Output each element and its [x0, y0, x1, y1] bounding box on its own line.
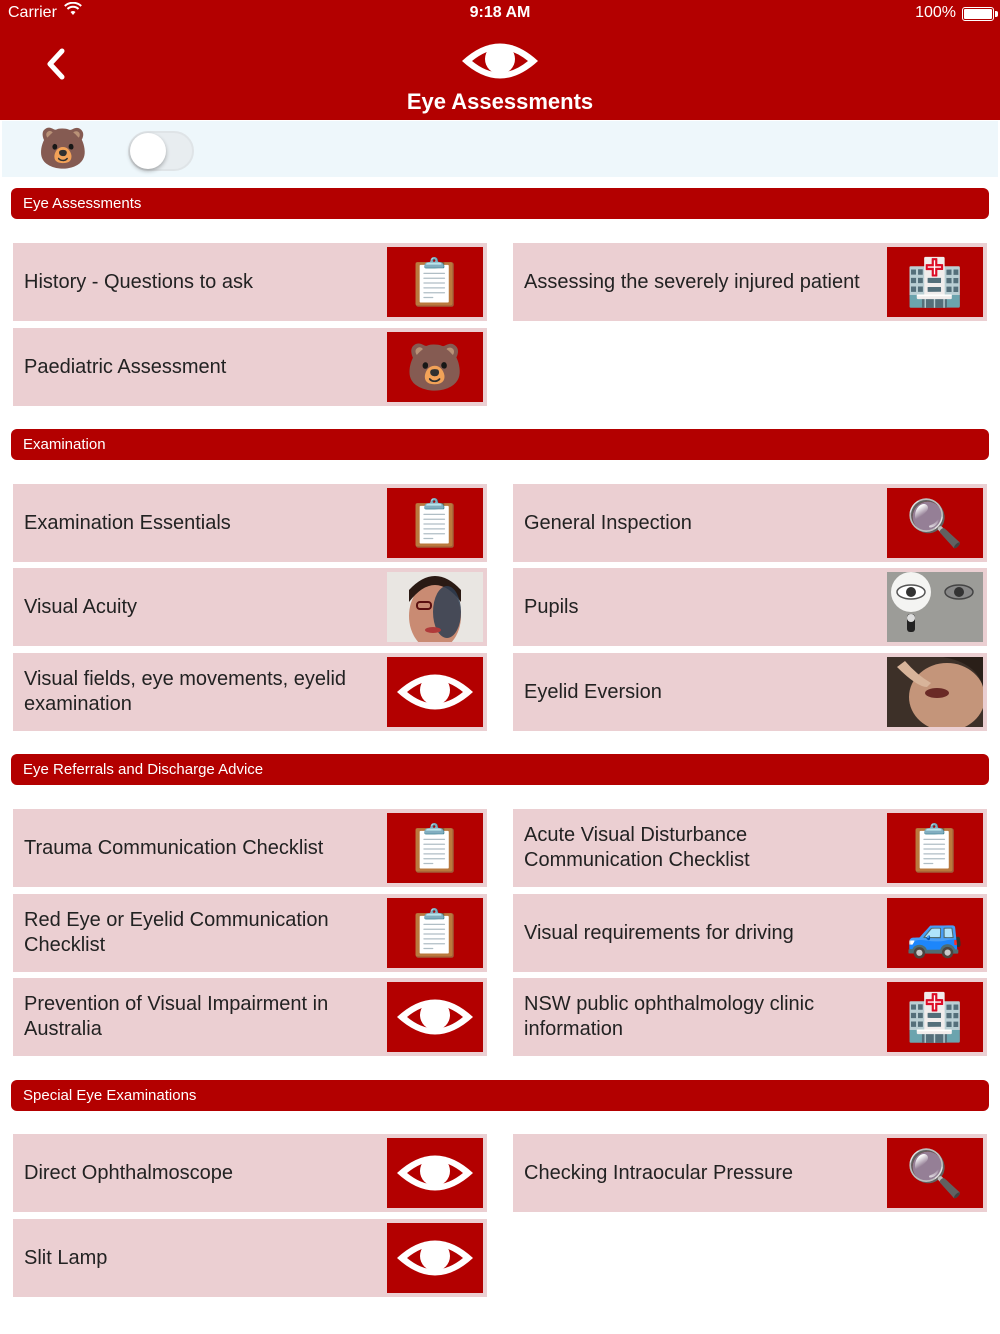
face-photo-icon — [387, 572, 483, 642]
item-label: Slit Lamp — [24, 1246, 108, 1269]
bear-icon: 🐻 — [38, 127, 88, 171]
eye-icon — [387, 1138, 483, 1208]
section-header-special-exams: Special Eye Examinations — [11, 1080, 989, 1111]
magnifier-icon: 🔍 — [887, 1138, 983, 1208]
item-label: Visual fields, eye movements, eyelid examination — [24, 668, 347, 715]
list-item-nsw-clinic-info[interactable] — [513, 978, 987, 1056]
eye-icon — [458, 34, 542, 88]
item-label: Checking Intraocular Pressure — [524, 1161, 794, 1184]
list-item-trauma-checklist[interactable] — [13, 809, 487, 887]
list-item-pupils[interactable] — [513, 568, 987, 646]
section-header-eye-assessments: Eye Assessments — [11, 188, 989, 219]
item-label: Prevention of Visual Impairment in Australia — [24, 993, 329, 1040]
bear-icon: 🐻 — [387, 332, 483, 402]
carrier-label: Carrier — [8, 4, 57, 21]
item-label: Visual Acuity — [24, 595, 138, 618]
item-label: Trauma Communication Checklist — [24, 836, 324, 859]
car-icon: 🚙 — [887, 898, 983, 968]
list-item-examination-essentials[interactable] — [13, 484, 487, 562]
battery-icon — [962, 7, 994, 21]
clipboard-icon: 📋 — [387, 247, 483, 317]
status-time: 9:18 AM — [469, 4, 531, 21]
hospital-icon: 🏥 — [887, 247, 983, 317]
list-item-visual-fields[interactable] — [13, 653, 487, 731]
chevron-left-icon — [45, 48, 67, 80]
list-item-eyelid-eversion[interactable] — [513, 653, 987, 731]
list-item-driving-requirements[interactable] — [513, 894, 987, 972]
eye-icon — [387, 1223, 483, 1293]
magnifier-icon: 🔍 — [887, 488, 983, 558]
status-bar — [0, 4, 1000, 26]
item-label: Eyelid Eversion — [524, 680, 662, 703]
eye-icon — [387, 982, 483, 1052]
list-item-paediatric[interactable] — [13, 328, 487, 406]
list-item-prevention-visual-impairment[interactable] — [13, 978, 487, 1056]
battery-percent: 100% — [915, 4, 956, 21]
item-label: Paediatric Assessment — [24, 355, 227, 378]
list-item-direct-ophthalmoscope[interactable] — [13, 1134, 487, 1212]
eyelid-photo-icon — [887, 657, 983, 727]
list-item-severely-injured[interactable] — [513, 243, 987, 321]
item-label: Direct Ophthalmoscope — [24, 1161, 233, 1184]
clipboard-icon: 📋 — [887, 813, 983, 883]
item-label: Pupils — [524, 595, 579, 618]
nav-header — [0, 0, 1000, 120]
page-title: Eye Assessments — [406, 89, 594, 114]
eye-icon — [387, 657, 483, 727]
list-item-red-eye-checklist[interactable] — [13, 894, 487, 972]
eyes-photo-icon — [887, 572, 983, 642]
list-item-history[interactable] — [13, 243, 487, 321]
item-label: History - Questions to ask — [24, 270, 253, 293]
item-label: NSW public ophthalmology clinic information — [524, 993, 815, 1040]
back-button[interactable] — [36, 44, 76, 84]
list-item-intraocular-pressure[interactable] — [513, 1134, 987, 1212]
section-header-referrals: Eye Referrals and Discharge Advice — [11, 754, 989, 785]
item-label: Visual requirements for driving — [524, 921, 794, 944]
item-label: Red Eye or Eyelid Communication Checklist — [24, 909, 329, 956]
item-label: Examination Essentials — [24, 511, 231, 534]
paediatric-toggle[interactable] — [128, 131, 194, 171]
clipboard-icon: 📋 — [387, 898, 483, 968]
section-header-examination: Examination — [11, 429, 989, 460]
item-label: General Inspection — [524, 511, 692, 534]
list-item-visual-acuity[interactable] — [13, 568, 487, 646]
clipboard-icon: 📋 — [387, 813, 483, 883]
item-label: Assessing the severely injured patient — [524, 270, 860, 293]
clipboard-icon: 📋 — [387, 488, 483, 558]
hospital-icon: 🏥 — [887, 982, 983, 1052]
toggle-knob — [130, 133, 166, 169]
filter-toolbar — [2, 121, 998, 177]
list-item-slit-lamp[interactable] — [13, 1219, 487, 1297]
item-label: Acute Visual Disturbance Communication Checklist — [524, 824, 750, 871]
list-item-general-inspection[interactable] — [513, 484, 987, 562]
list-item-acute-visual-checklist[interactable] — [513, 809, 987, 887]
